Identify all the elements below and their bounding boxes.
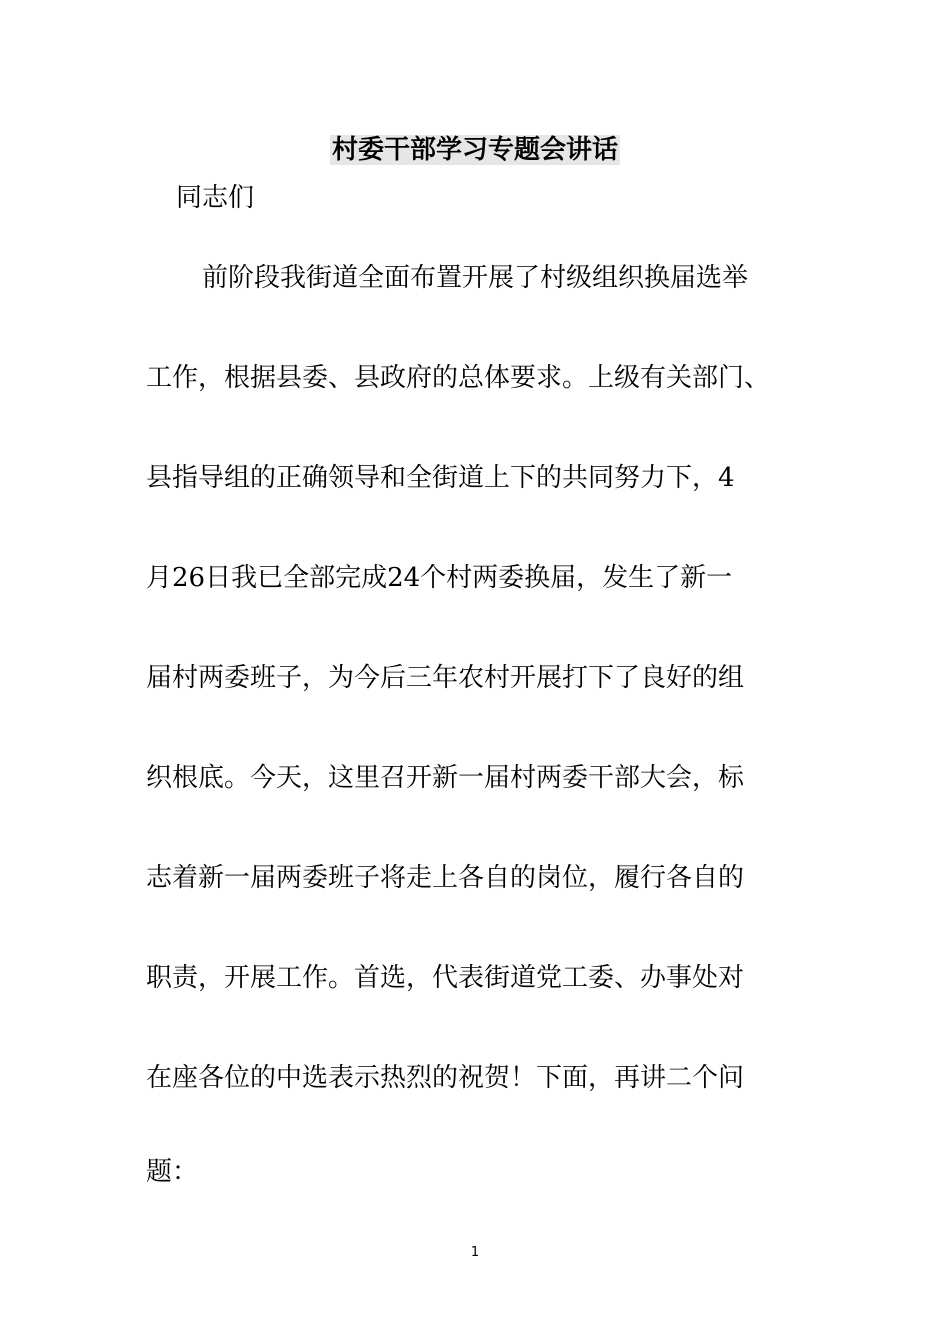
body-line-2: 工作，根据县委、县政府的总体要求。上级有关部门、 <box>146 363 771 393</box>
document-title-text: 村委干部学习专题会讲话 <box>331 135 618 165</box>
body-line-8: 职责，开展工作。首选，代表街道党工委、办事处对 <box>146 963 745 993</box>
page-number: 1 <box>470 1245 480 1260</box>
document-title <box>0 131 950 169</box>
body-line-3: 县指导组的正确领导和全街道上下的共同努力下，4 <box>146 463 735 493</box>
body-line-9: 在座各位的中选表示热烈的祝贺！下面，再讲二个问 <box>146 1063 745 1093</box>
body-line-4: 月26日我已全部完成24个村两委换届，发生了新一 <box>146 563 733 593</box>
body-line-6: 织根底。今天，这里召开新一届村两委干部大会，标 <box>146 763 745 793</box>
body-line-1: 前阶段我街道全面布置开展了村级组织换届选举 <box>202 263 749 293</box>
body-line-5: 届村两委班子，为今后三年农村开展打下了良好的组 <box>146 663 745 693</box>
body-line-7: 志着新一届两委班子将走上各自的岗位，履行各自的 <box>146 863 745 893</box>
salutation: 同志们 <box>176 183 255 213</box>
body-line-10: 题： <box>146 1157 199 1187</box>
